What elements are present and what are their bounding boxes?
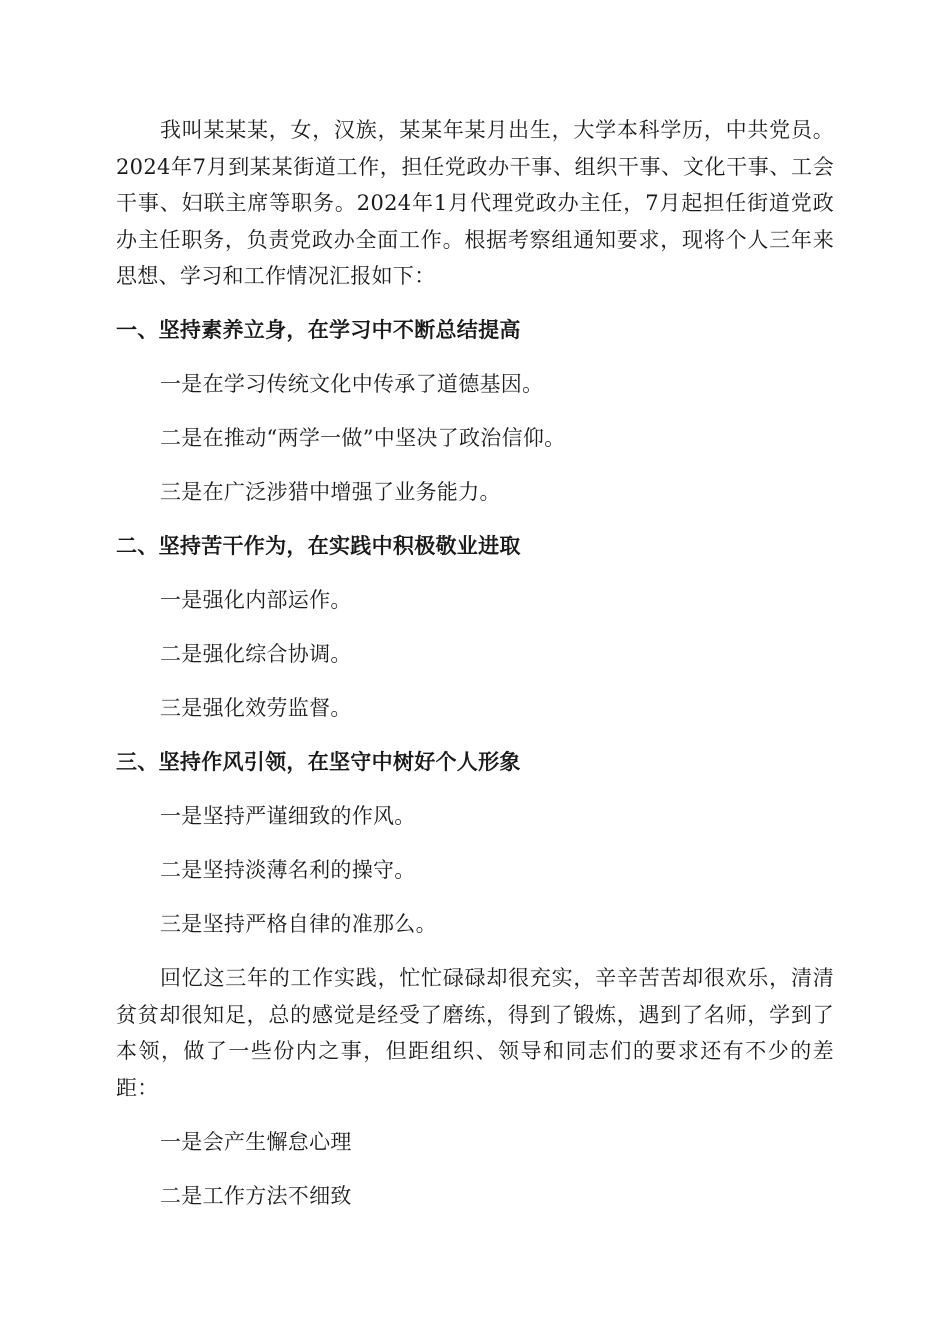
- shortcoming-item-1: 一是会产生懈怠心理: [160, 1129, 352, 1154]
- section-1-item-2: 二是在推动“两学一做”中坚决了政治信仰。: [160, 426, 566, 450]
- section-3-item-3: 三是坚持严格自律的准那么。: [160, 912, 437, 936]
- section-3-item-1: 一是坚持严谨细致的作风。: [160, 804, 416, 828]
- section-2-item-1: 一是强化内部运作。: [160, 588, 352, 612]
- section-3-heading: 三、坚持作风引领，在坚守中树好个人形象: [116, 750, 521, 774]
- document-page: [116, 112, 834, 1214]
- section-1-item-1: 一是在学习传统文化中传承了道德基因。: [160, 372, 544, 396]
- section-1-item-3: 三是在广泛涉猎中增强了业务能力。: [160, 480, 501, 504]
- section-2-heading: 二、坚持苦干作为，在实践中积极敬业进取: [116, 534, 521, 558]
- section-3-item-2: 二是坚持淡薄名利的操守。: [160, 858, 416, 882]
- section-2-item-3: 三是强化效劳监督。: [160, 696, 352, 720]
- reflection-paragraph: 回忆这三年的工作实践，忙忙碌碌却很充实，辛辛苦苦却很欢乐，清清贫贫却很知足，总的感觉是经受了磨练，得到了锻炼，遇到了名师，学到了本领，做了一些份内之事，但距组织、领导和同志们的要求还有不少的差距：: [116, 966, 834, 1100]
- intro-paragraph: 我叫某某某，女，汉族，某某年某月出生，大学本科学历，中共党员。2024年7月到某某街道工作，担任党政办干事、组织干事、文化干事、工会干事、妇联主席等职务。2024年1月代理党政办主任，7月起担任街道党政办主任职务，负责党政办全面工作。根据考察组通知要求，现将个人三年来思想、学习和工作情况汇报如下：: [116, 118, 834, 288]
- section-2-item-2: 二是强化综合协调。: [160, 642, 352, 666]
- shortcoming-item-2: 二是工作方法不细致: [160, 1183, 352, 1208]
- section-1-heading: 一、坚持素养立身，在学习中不断总结提高: [116, 318, 521, 342]
